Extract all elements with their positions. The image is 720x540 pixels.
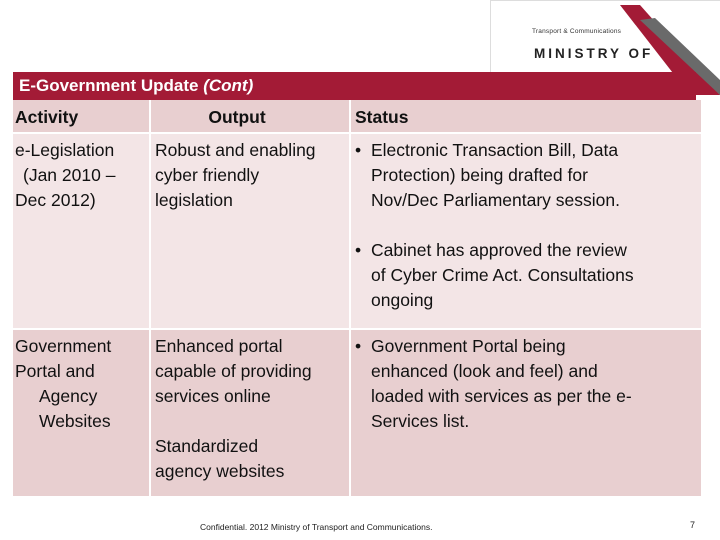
table-row	[13, 134, 701, 328]
header-output: Output	[151, 100, 349, 132]
status-bullet: • Government Portal being enhanced (look and feel) and loaded with services as per the e- Services list.	[355, 336, 632, 431]
slide-title: E-Government Update (Cont)	[19, 76, 254, 95]
output-cell: Robust and enabling cyber friendly legislation	[151, 134, 349, 328]
activity-cell: Government Portal and Agency Websites	[13, 330, 149, 496]
header-activity: Activity	[13, 100, 149, 132]
header-status: Status	[351, 100, 701, 132]
title-bar	[13, 72, 696, 100]
output-cell: Enhanced portal capable of providing services online Standardized agency websites	[151, 330, 349, 496]
logo-main-text: MINISTRY OF	[534, 46, 654, 61]
status-cell	[351, 330, 701, 496]
activity-cell: e-Legislation (Jan 2010 – Dec 2012)	[13, 134, 149, 328]
update-table	[13, 100, 701, 496]
status-bullet: • Cabinet has approved the review of Cyber Crime Act. Consultations ongoing	[355, 240, 634, 310]
table-row	[13, 330, 701, 496]
logo-top-text: Transport & Communications	[532, 28, 622, 35]
footer-text: Confidential. 2012 Ministry of Transport and Communications.	[200, 522, 433, 532]
status-bullet: • Electronic Transaction Bill, Data Protection) being drafted for Nov/Dec Parliamentary session.	[355, 140, 620, 210]
table-header-row	[13, 100, 701, 132]
status-cell	[351, 134, 701, 328]
page-number: 7	[690, 520, 696, 530]
